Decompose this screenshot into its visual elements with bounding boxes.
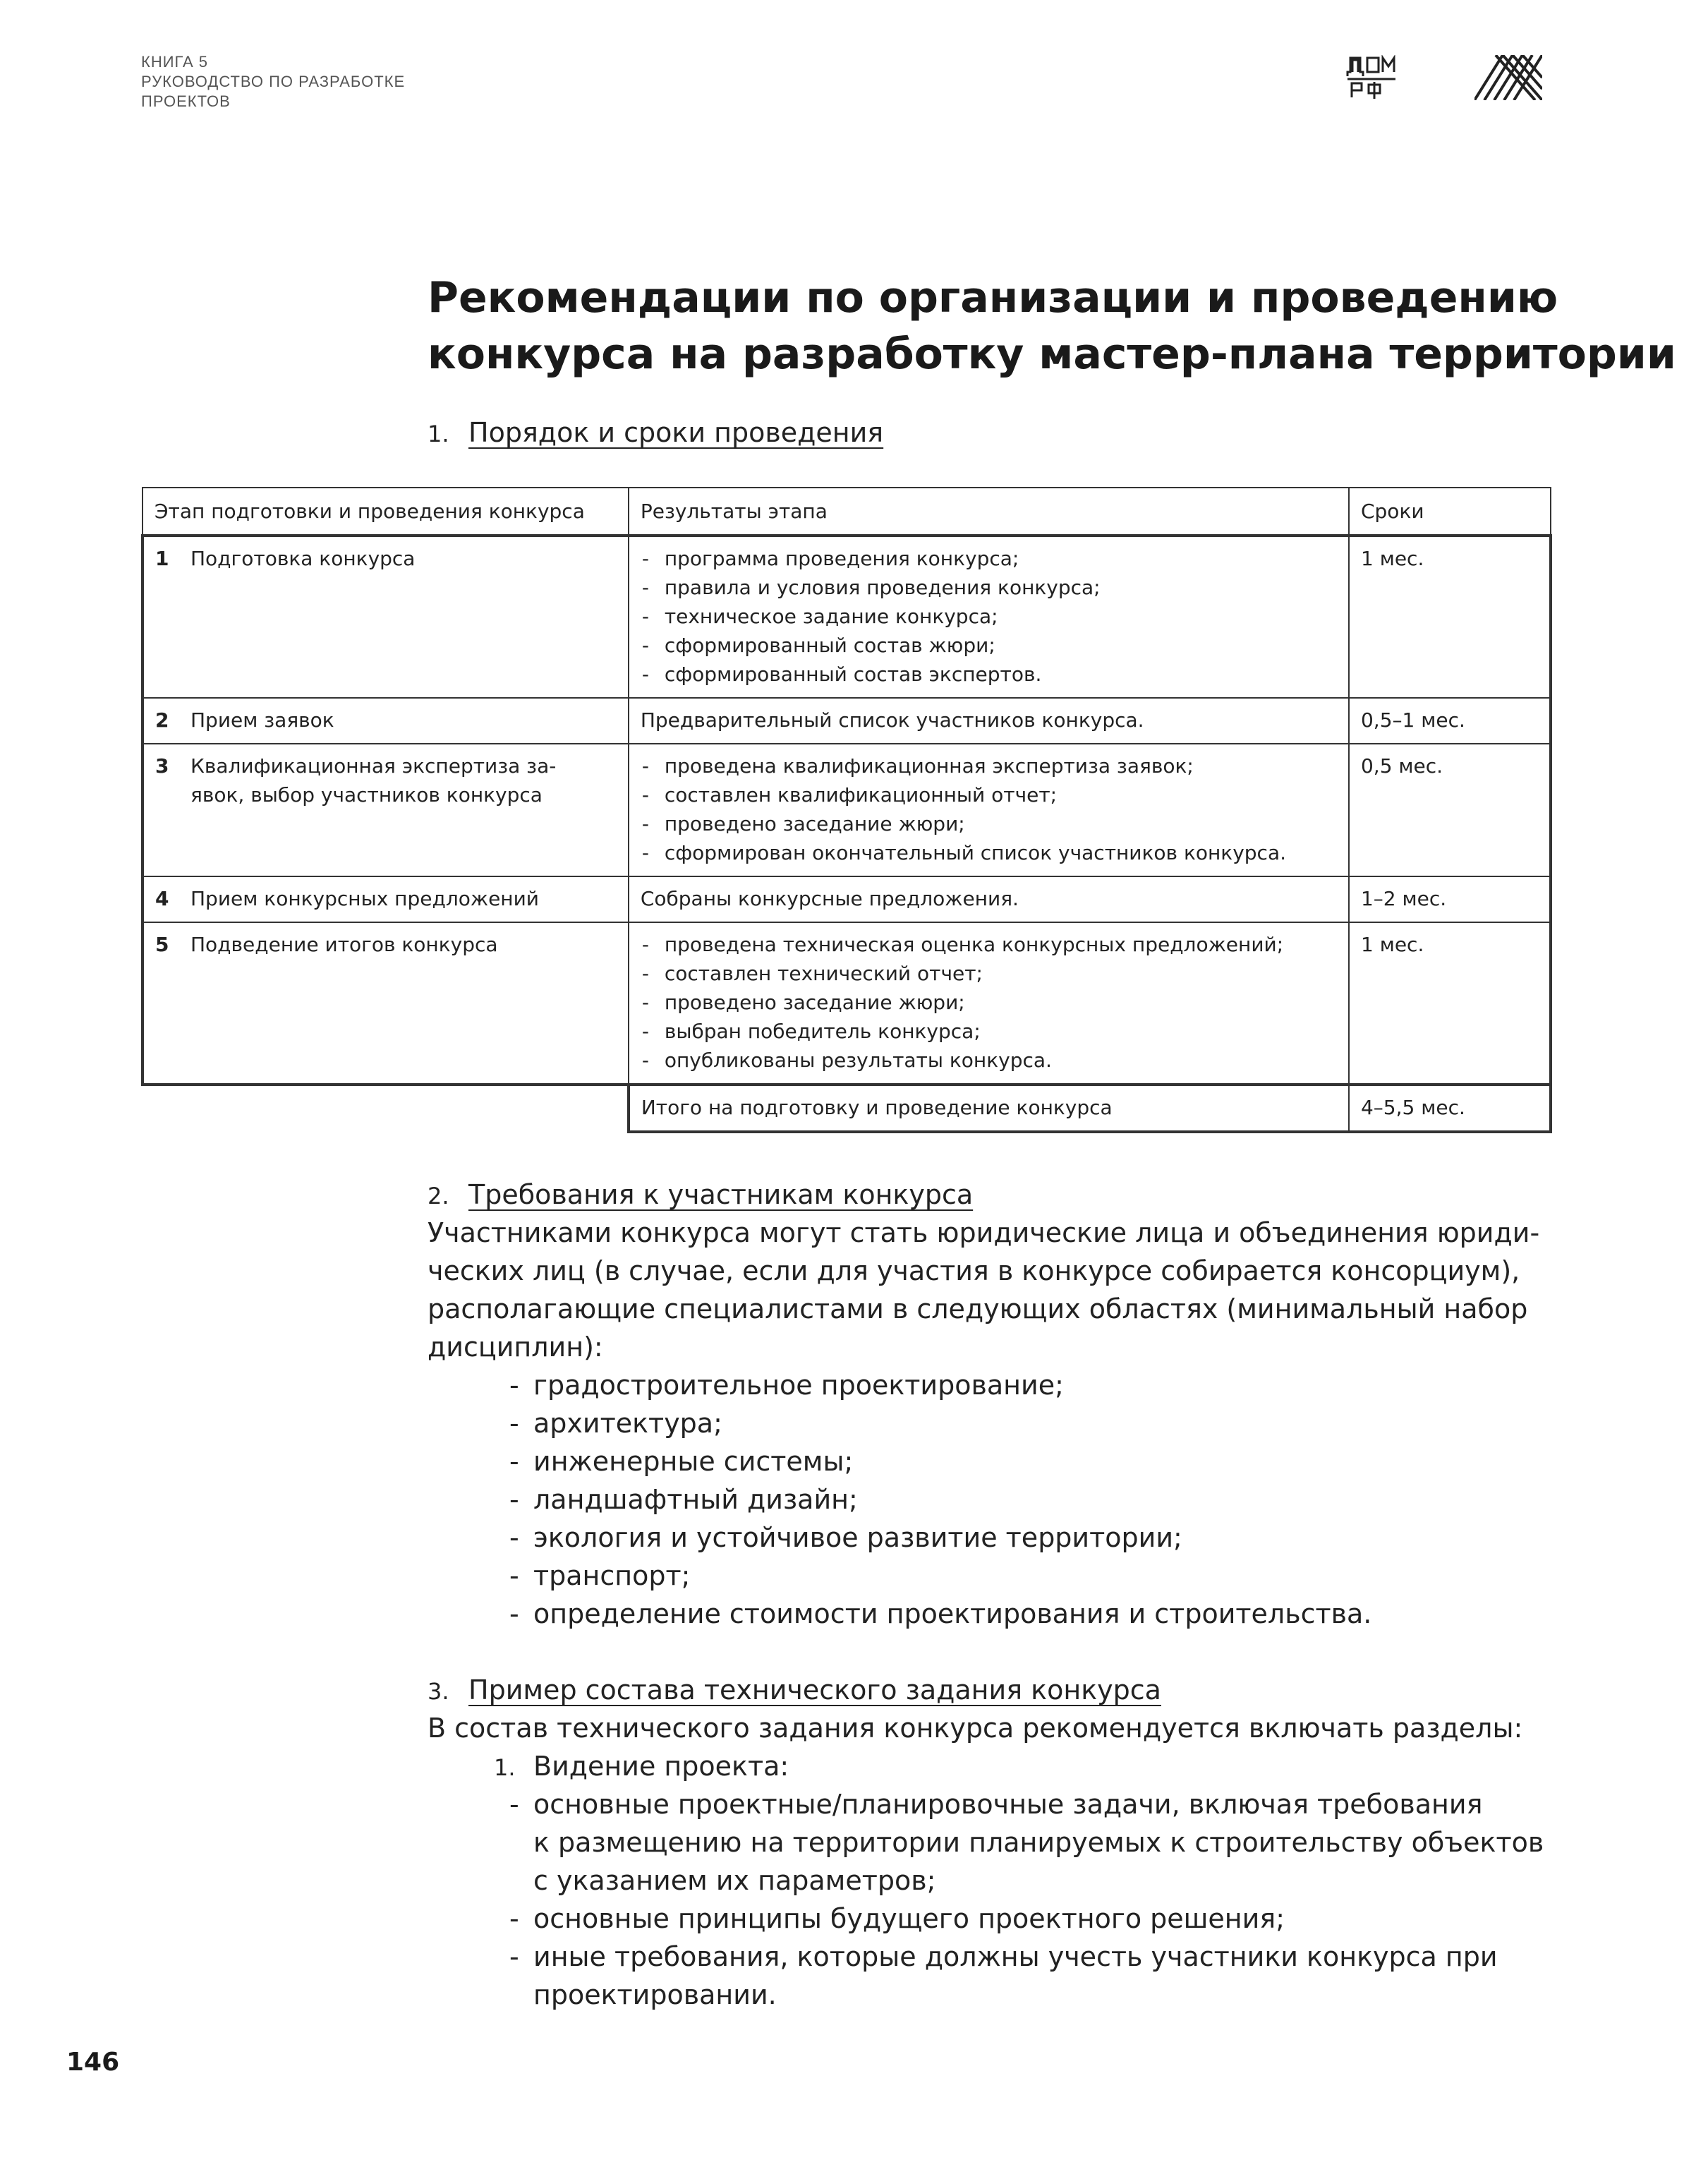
term-cell: 1–2 мес. (1349, 876, 1551, 922)
table-row (143, 536, 1551, 698)
sub-item-number: 1. (494, 1754, 516, 1781)
stage-name: Подведение итогов конкурса (190, 933, 498, 956)
list-item: - экология и устойчивое развитие территории; (507, 1519, 1371, 1557)
term-cell: 0,5–1 мес. (1349, 698, 1551, 744)
list-item: - определение стоимости проектирования и строительства. (507, 1595, 1371, 1633)
table-total-row (143, 1085, 1551, 1132)
table-row (143, 698, 1551, 744)
table-header-row (143, 488, 1551, 536)
term-cell: 1 мес. (1349, 922, 1551, 1085)
table-row (143, 744, 1551, 876)
table-row (143, 876, 1551, 922)
section-number: 3. (428, 1678, 449, 1705)
result-item: - сформирован окончательный список участников конкурса. (641, 838, 1337, 867)
results-cell (629, 536, 1349, 698)
text-line: - основные проектные/планировочные задачи, включая требования (533, 1789, 1483, 1820)
text-line: располагающие специалистами в следующих областях (минимальный набор (428, 1293, 1528, 1324)
book-header (141, 52, 405, 111)
text-line: дисциплин): (428, 1332, 603, 1363)
results-cell (629, 744, 1349, 876)
sub-item-heading (494, 1747, 789, 1787)
result-item: - сформированный состав экспертов. (641, 660, 1337, 689)
result-item: - сформированный состав жюри; (641, 631, 1337, 660)
vision-list (507, 1785, 1544, 2014)
stage-name-line: Квалификационная экспертиза за- (190, 754, 557, 778)
stage-number: 4 (155, 887, 169, 910)
dom-rf-logo-icon (1346, 55, 1405, 100)
column-header: Сроки (1349, 488, 1551, 536)
text-line: Участниками конкурса могут стать юридические лица и объединения юриди- (428, 1217, 1540, 1248)
stage-cell (143, 536, 629, 698)
page-title (428, 270, 1676, 382)
text-line: ческих лиц (в случае, если для участия в конкурсе собирается консорциум), (428, 1255, 1520, 1286)
list-item: - транспорт; (507, 1557, 1371, 1595)
section-number: 1. (428, 421, 449, 447)
section-title: Требования к участникам конкурса (468, 1179, 974, 1210)
result-item: - опубликованы результаты конкурса. (641, 1046, 1337, 1075)
results-cell: Предварительный список участников конкурса. (629, 698, 1349, 744)
result-item: - выбран победитель конкурса; (641, 1017, 1337, 1046)
stage-number: 1 (155, 547, 169, 570)
result-item: - составлен квалификационный отчет; (641, 780, 1337, 809)
disciplines-list (507, 1366, 1371, 1633)
result-item: - проведена техническая оценка конкурсных предложений; (641, 930, 1337, 959)
column-header: Результаты этапа (629, 488, 1349, 536)
list-item: - инженерные системы; (507, 1442, 1371, 1480)
stage-cell (143, 698, 629, 744)
stage-name-line: явок, выбор участников конкурса (190, 783, 543, 807)
section-1-heading (428, 414, 883, 453)
stage-cell (143, 876, 629, 922)
empty-cell (143, 1085, 629, 1132)
list-item (507, 1938, 1544, 2014)
stage-name: Прием заявок (190, 708, 334, 732)
title-line: Рекомендации по организации и проведению (428, 273, 1558, 322)
text-line: - основные принципы будущего проектного решения; (533, 1903, 1285, 1934)
section-title: Порядок и сроки проведения (468, 417, 884, 448)
result-item: - правила и условия проведения конкурса; (641, 573, 1337, 602)
results-cell (629, 922, 1349, 1085)
text-line: проектировании. (533, 1979, 777, 2010)
stage-number: 5 (155, 933, 169, 956)
total-term: 4–5,5 мес. (1349, 1085, 1551, 1132)
section-title: Пример состава технического задания конкурса (468, 1674, 1161, 1706)
title-line: конкурса на разработку мастер-плана территории (428, 330, 1676, 379)
term-cell: 0,5 мес. (1349, 744, 1551, 876)
results-cell: Собраны конкурсные предложения. (629, 876, 1349, 922)
column-header: Этап подготовки и проведения конкурса (143, 488, 629, 536)
total-label: Итого на подготовку и проведение конкурса (629, 1085, 1349, 1132)
result-item: - проведено заседание жюри; (641, 988, 1337, 1017)
result-item: - техническое задание конкурса; (641, 602, 1337, 631)
result-item: - проведено заседание жюри; (641, 809, 1337, 838)
list-item: - градостроительное проектирование; (507, 1366, 1371, 1404)
header-line: ПРОЕКТОВ (141, 92, 231, 110)
result-item: - проведена квалификационная экспертиза заявок; (641, 751, 1337, 780)
stage-number: 3 (155, 754, 169, 778)
section-3-heading (428, 1671, 1161, 1710)
result-item: - программа проведения конкурса; (641, 544, 1337, 573)
page-number: 146 (66, 2048, 120, 2077)
text-line: В состав технического задания конкурса рекомендуется включать разделы: (428, 1713, 1523, 1744)
stage-name (190, 751, 617, 809)
header-line: КНИГА 5 (141, 53, 208, 71)
section-3-intro (428, 1709, 1570, 1747)
text-line: - иные требования, которые должны учесть участники конкурса при (533, 1941, 1498, 1972)
text-line: к размещению на территории планируемых к строительству объектов (533, 1827, 1544, 1858)
sub-item-title: Видение проекта: (533, 1751, 789, 1782)
section-number: 2. (428, 1183, 449, 1209)
stage-table (141, 487, 1552, 1133)
list-item: - архитектура; (507, 1404, 1371, 1442)
section-2-heading (428, 1176, 973, 1215)
diagonal-pattern-logo-icon (1474, 55, 1542, 100)
header-line: РУКОВОДСТВО ПО РАЗРАБОТКЕ (141, 73, 406, 90)
list-item: - ландшафтный дизайн; (507, 1480, 1371, 1519)
list-item (507, 1785, 1544, 1900)
stage-name: Прием конкурсных предложений (190, 887, 540, 910)
stage-cell (143, 744, 629, 876)
stage-number: 2 (155, 708, 169, 732)
table-row (143, 922, 1551, 1085)
stage-name: Подготовка конкурса (190, 547, 416, 570)
term-cell: 1 мес. (1349, 536, 1551, 698)
text-line: с указанием их параметров; (533, 1865, 936, 1896)
section-2-intro (428, 1214, 1570, 1366)
stage-cell (143, 922, 629, 1085)
list-item (507, 1900, 1544, 1938)
result-item: - составлен технический отчет; (641, 959, 1337, 988)
